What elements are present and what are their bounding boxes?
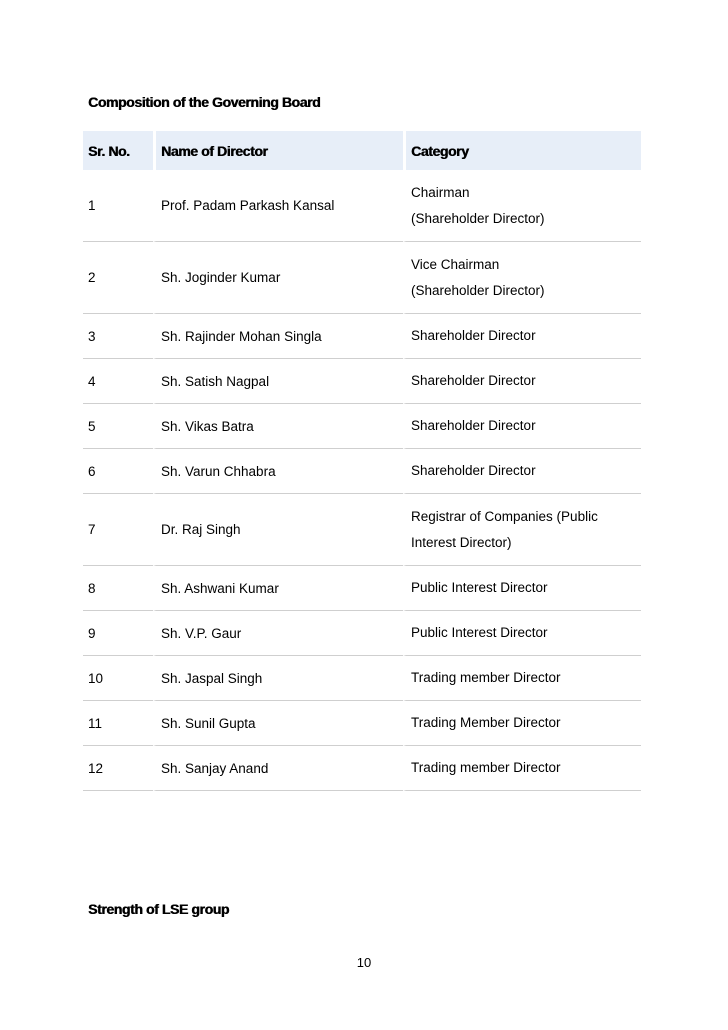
- sr-no-cell: 2: [83, 242, 153, 314]
- table-row: [83, 656, 641, 701]
- category-cell: [403, 242, 641, 314]
- category-line: Vice Chairman: [411, 256, 500, 272]
- category-cell: [403, 701, 641, 746]
- category-cell: [403, 746, 641, 791]
- table-row: [83, 449, 641, 494]
- table-row: [83, 746, 641, 791]
- table-row: [83, 359, 641, 404]
- table-header-row: [83, 131, 641, 170]
- category-cell: [403, 611, 641, 656]
- director-name-cell: Sh. Varun Chhabra: [153, 449, 403, 494]
- category-line: (Shareholder Director): [411, 282, 545, 298]
- category-cell: [403, 449, 641, 494]
- category-line: Trading member Director: [411, 670, 561, 685]
- director-name-cell: Sh. Joginder Kumar: [153, 242, 403, 314]
- category-line: Interest Director): [411, 534, 512, 550]
- director-name-cell: Sh. Rajinder Mohan Singla: [153, 314, 403, 359]
- table-row: [83, 611, 641, 656]
- director-name-cell: Sh. Vikas Batra: [153, 404, 403, 449]
- sr-no-cell: 4: [83, 359, 153, 404]
- category-line: Trading Member Director: [411, 715, 561, 730]
- sr-no-cell: 6: [83, 449, 153, 494]
- category-line: Shareholder Director: [411, 328, 536, 343]
- table-row: [83, 701, 641, 746]
- page-number: 10: [356, 955, 372, 970]
- table-row: [83, 566, 641, 611]
- category-cell: [403, 494, 641, 566]
- governing-board-table: [83, 131, 641, 791]
- sr-no-cell: 10: [83, 656, 153, 701]
- table-row: [83, 404, 641, 449]
- director-name-cell: Sh. Sunil Gupta: [153, 701, 403, 746]
- category-line: Public Interest Director: [411, 625, 548, 640]
- category-cell: [403, 314, 641, 359]
- category-line: Public Interest Director: [411, 580, 548, 595]
- director-name-cell: Sh. Satish Nagpal: [153, 359, 403, 404]
- sr-no-cell: 8: [83, 566, 153, 611]
- director-name-cell: Sh. Ashwani Kumar: [153, 566, 403, 611]
- category-line: Chairman: [411, 184, 470, 200]
- director-name-cell: Prof. Padam Parkash Kansal: [153, 170, 403, 242]
- director-name-cell: Sh. Sanjay Anand: [153, 746, 403, 791]
- table-body: [83, 170, 641, 791]
- sr-no-cell: 1: [83, 170, 153, 242]
- sr-no-cell: 11: [83, 701, 153, 746]
- sr-no-cell: 12: [83, 746, 153, 791]
- sr-no-cell: 5: [83, 404, 153, 449]
- name-header: Name of Director: [153, 131, 403, 170]
- table-row: [83, 314, 641, 359]
- category-line: Registrar of Companies (Public: [411, 508, 598, 524]
- table-row: [83, 494, 641, 566]
- category-cell: [403, 359, 641, 404]
- category-cell: [403, 656, 641, 701]
- category-line: Shareholder Director: [411, 373, 536, 388]
- category-line: (Shareholder Director): [411, 210, 545, 226]
- director-name-cell: Sh. Jaspal Singh: [153, 656, 403, 701]
- table-row: [83, 242, 641, 314]
- sr-no-cell: 3: [83, 314, 153, 359]
- sr-no-cell: 9: [83, 611, 153, 656]
- director-name-cell: Sh. V.P. Gaur: [153, 611, 403, 656]
- sr-no-cell: 7: [83, 494, 153, 566]
- category-line: Shareholder Director: [411, 418, 536, 433]
- category-cell: [403, 170, 641, 242]
- table-row: [83, 170, 641, 242]
- sr-no-header: Sr. No.: [83, 131, 153, 170]
- category-cell: [403, 566, 641, 611]
- category-header: Category: [403, 131, 641, 170]
- director-name-cell: Dr. Raj Singh: [153, 494, 403, 566]
- category-line: Trading member Director: [411, 760, 561, 775]
- strength-heading: Strength of LSE group: [88, 901, 229, 917]
- category-cell: [403, 404, 641, 449]
- category-line: Shareholder Director: [411, 463, 536, 478]
- board-heading: Composition of the Governing Board: [88, 94, 321, 110]
